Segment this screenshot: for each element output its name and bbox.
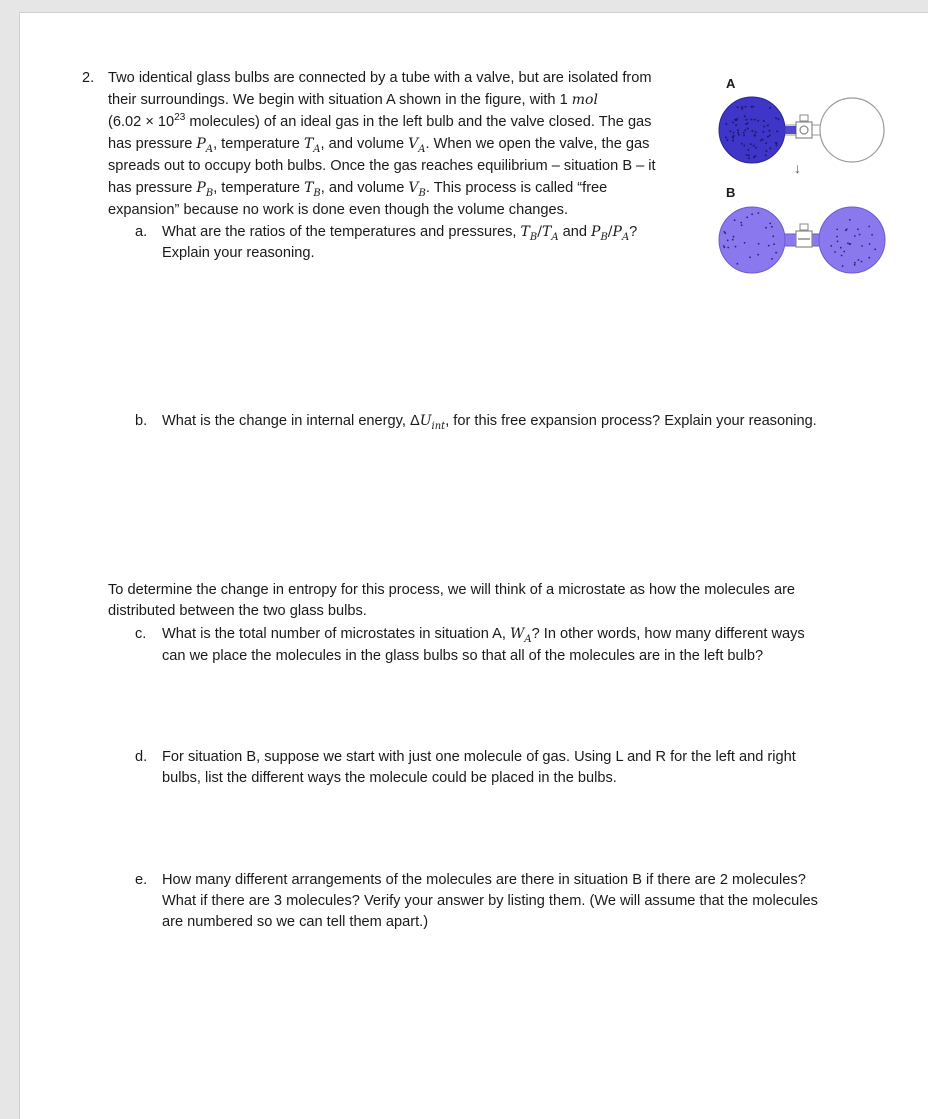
part-d-line-1: For situation B, suppose we start with just one molecule of gas. Using L and R for the left and right bbox=[162, 749, 796, 765]
empty-bulb bbox=[820, 98, 884, 162]
intro-line-2: their surroundings. We begin with situation A shown in the figure, with 1 mol bbox=[108, 92, 598, 108]
figure-label-a: A bbox=[726, 76, 736, 91]
spread-gas-bulb-right bbox=[819, 207, 885, 273]
part-b-label: b. bbox=[135, 413, 148, 429]
part-e-label: e. bbox=[135, 872, 148, 888]
part-c-line-2: can we place the molecules in the glass bulbs so that all of the molecules are in the left bulb? bbox=[162, 648, 764, 664]
part-e-line-2: What if there are 3 molecules? Verify your answer by listing them. (We will assume that the molecules bbox=[162, 893, 818, 909]
figure-situation-b bbox=[716, 205, 888, 275]
unit-mol: mol bbox=[571, 92, 598, 108]
spread-gas-bulb-left bbox=[719, 207, 785, 273]
intro-line-3: ($6.02 \times 10^{23}$ molecules) of an ideal gas in the left bulb and the valve closed. The gas bbox=[108, 112, 652, 130]
part-e-line-3: are numbered so we can tell them apart.) bbox=[162, 914, 429, 930]
part-d-label: d. bbox=[135, 749, 148, 765]
entropy-intro-line-1: To determine the change in entropy for this process, we will think of a microstate as how the molecules are bbox=[108, 582, 796, 598]
intro-line-6: has pressure $P_B$, temperature $T_B$, and volume $V_B$. This process is called “free bbox=[108, 180, 608, 199]
part-e-line-1: How many different arrangements of the molecules are there in situation B if there are 2 molecules? bbox=[162, 872, 806, 888]
part-c-question: What is the total number of microstates in situation A, $W_A$? In other words, how many different ways bbox=[162, 626, 805, 645]
arrow-down-icon: ↓ bbox=[794, 160, 801, 176]
part-c-label: c. bbox=[135, 626, 147, 642]
figure-label-b: B bbox=[726, 185, 736, 200]
intro-line-4: has pressure $P_A$, temperature $T_A$, and volume $V_A$. When we open the valve, the gas bbox=[108, 136, 650, 155]
part-b-question: What is the change in internal energy, $\Delta U_{int}$, for this free expansion process? Explain your reasoning. bbox=[162, 413, 817, 432]
part-a-line-2: Explain your reasoning. bbox=[162, 245, 315, 261]
figure-situation-a bbox=[716, 95, 888, 165]
part-a-question: What are the ratios of the temperatures and pressures, $T_B/T_A$ and $P_B/P_A$? bbox=[162, 224, 638, 243]
intro-line-7: expansion” because no work is done even though the volume changes. bbox=[108, 202, 569, 218]
problem-number: 2. bbox=[82, 70, 95, 86]
entropy-intro-line-2: distributed between the two glass bulbs. bbox=[108, 603, 367, 619]
part-d-line-2: bulbs, list the different ways the molecule could be placed in the bulbs. bbox=[162, 770, 617, 786]
intro-line-1: Two identical glass bulbs are connected by a tube with a valve, but are isolated from bbox=[108, 70, 652, 86]
part-a-label: a. bbox=[135, 224, 148, 240]
intro-line-5: spreads out to occupy both bulbs. Once the gas reaches equilibrium – situation B – it bbox=[108, 158, 656, 174]
